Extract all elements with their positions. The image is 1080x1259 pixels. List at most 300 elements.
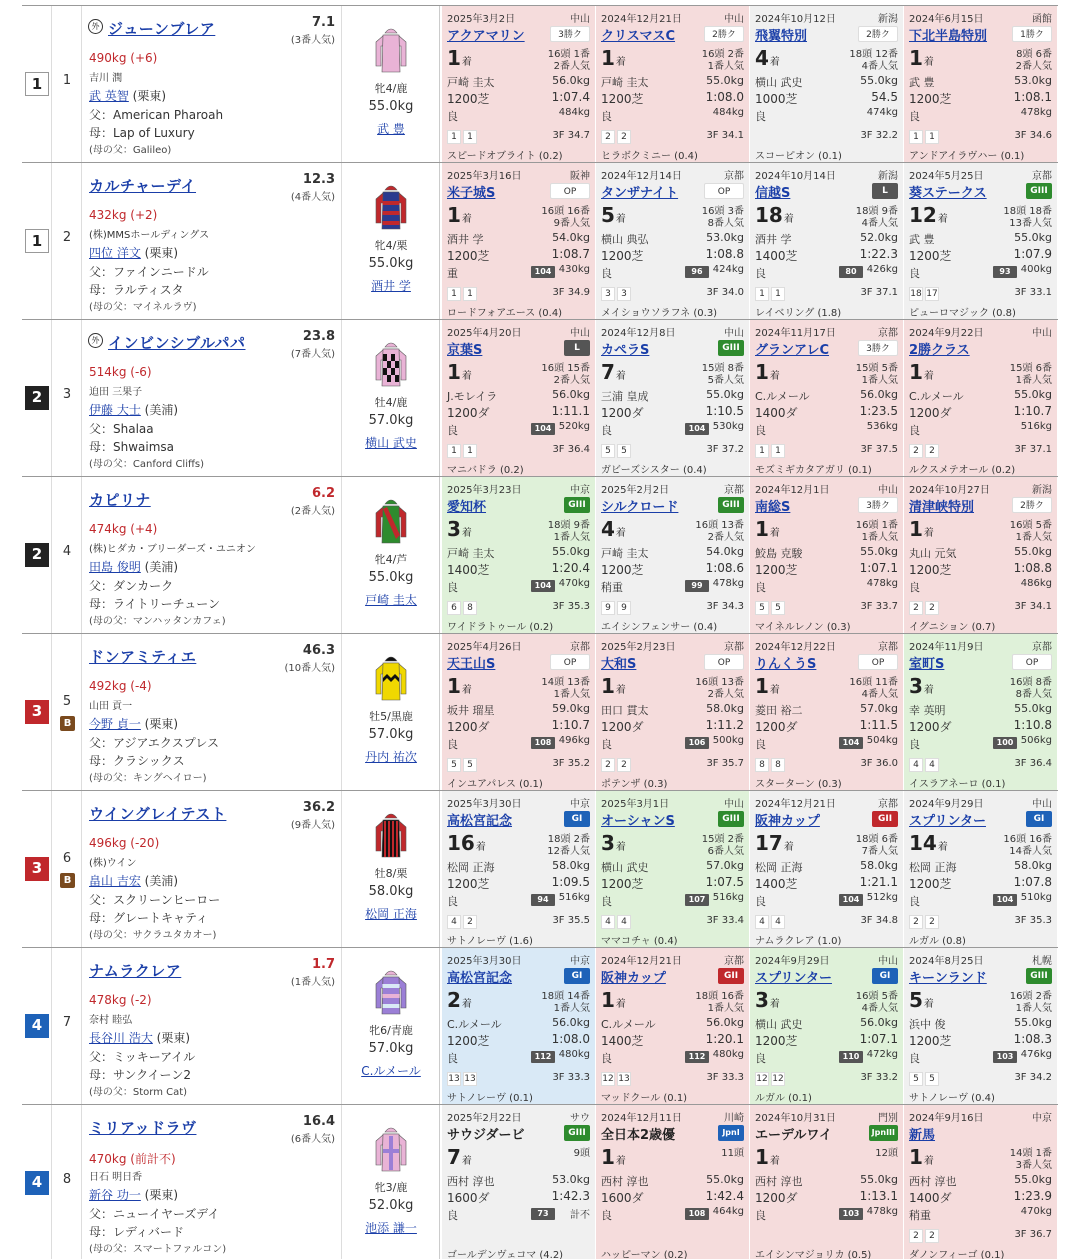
track-condition: 良 xyxy=(909,895,920,908)
jockey-cell xyxy=(342,634,440,790)
race-date: 2024年12月21日 xyxy=(601,956,682,967)
race-jockey: 武 豊 xyxy=(909,76,935,89)
passing-position: 2 xyxy=(909,915,923,929)
past-race-cell[interactable] xyxy=(442,477,596,633)
race-course: 川崎 xyxy=(724,1113,744,1124)
race-name-link[interactable]: 南総S xyxy=(755,500,791,515)
passing-order xyxy=(601,600,633,615)
trainer-link[interactable]: 今野 貞一 xyxy=(89,717,141,731)
owner: 山田 貢一 xyxy=(89,701,133,712)
finish-position xyxy=(447,203,472,227)
race-time: 1:10.8 xyxy=(1013,718,1052,732)
race-horse-weight: 464kg xyxy=(712,1206,744,1217)
horse-name-link[interactable]: カピリナ xyxy=(89,491,151,509)
past-race-cell[interactable] xyxy=(596,1105,750,1259)
race-jockey: 坂井 瑠星 xyxy=(447,704,495,717)
race-distance: 1200芝 xyxy=(601,877,644,891)
race-carried-weight: 53.0kg xyxy=(706,231,744,244)
carried-weight: 52.0kg xyxy=(368,1198,414,1213)
past-race-cell[interactable] xyxy=(904,163,1058,319)
race-name-link[interactable]: 新馬 xyxy=(909,1128,936,1143)
passing-position: 2 xyxy=(925,444,939,458)
race-name-link[interactable]: 下北半島特別 xyxy=(909,29,988,44)
race-time: 1:10.7 xyxy=(551,718,590,732)
owner: (株)ウイン xyxy=(89,858,137,869)
winner-margin: ナムラクレア (1.0) xyxy=(755,936,842,947)
passing-position: 5 xyxy=(447,758,461,772)
race-jockey: 戸崎 圭太 xyxy=(447,547,495,560)
race-distance: 1200芝 xyxy=(909,1034,952,1048)
past-race-cell[interactable] xyxy=(596,948,750,1104)
race-name-link[interactable]: 高松宮記念 xyxy=(447,814,513,829)
speed-index: 93 xyxy=(993,266,1017,278)
waku-number: 4 xyxy=(25,1171,49,1195)
race-date: 2024年12月14日 xyxy=(601,171,682,182)
race-name-link[interactable]: 2勝クラス xyxy=(909,343,970,358)
winner-margin: ポテンザ (0.3) xyxy=(601,779,668,790)
jockey-cell xyxy=(342,6,440,162)
finish-suffix: 着 xyxy=(461,528,472,539)
race-popularity: 3番人気 xyxy=(1015,1160,1052,1171)
horse-weight: 496kg (-20) xyxy=(89,836,160,850)
race-date: 2025年3月1日 xyxy=(601,799,670,810)
race-time: 1:21.1 xyxy=(859,875,898,889)
umaban-cell xyxy=(52,320,82,476)
race-popularity: 2番人気 xyxy=(707,532,744,543)
race-name-link[interactable]: 米子城S xyxy=(447,186,496,201)
race-jockey: 松岡 正海 xyxy=(909,861,957,874)
track-condition: 良 xyxy=(601,1209,612,1222)
finish-suffix: 着 xyxy=(615,371,626,382)
race-date: 2025年2月23日 xyxy=(601,642,676,653)
race-name-link[interactable]: 清津峡特別 xyxy=(909,500,975,515)
carried-weight: 57.0kg xyxy=(368,413,414,428)
race-distance: 1200芝 xyxy=(755,563,798,577)
past-race-cell[interactable] xyxy=(596,320,750,476)
stable-location: (美浦) xyxy=(140,874,179,888)
finish-suffix: 着 xyxy=(923,999,934,1010)
jockey-silk-icon xyxy=(372,338,410,388)
trainer-link[interactable]: 武 英智 xyxy=(89,89,129,103)
passing-order xyxy=(601,443,633,458)
past-race-cell[interactable] xyxy=(750,477,904,633)
race-popularity: 13番人気 xyxy=(1009,218,1052,229)
race-carried-weight: 55.0kg xyxy=(860,1173,898,1186)
last-3f: 3F 34.0 xyxy=(706,287,744,298)
finish-position xyxy=(909,203,948,227)
jockey-silk-icon xyxy=(372,1123,410,1173)
field-size: 18頭 18番 xyxy=(1003,206,1052,217)
field-size: 16頭 3番 xyxy=(701,206,744,217)
speed-index: 106 xyxy=(685,737,709,749)
race-horse-weight: 516kg xyxy=(712,892,744,903)
race-horse-weight: 484kg xyxy=(558,107,590,118)
race-name-link[interactable]: タンザナイト xyxy=(601,186,679,201)
passing-position: 18 xyxy=(910,289,922,299)
carried-weight: 57.0kg xyxy=(368,1041,414,1056)
race-course: 京都 xyxy=(570,642,590,653)
passing-position: 17 xyxy=(926,289,938,299)
race-jockey: J.モレイラ xyxy=(447,390,498,403)
past-race-cell[interactable] xyxy=(442,634,596,790)
popularity: (1番人気) xyxy=(290,977,335,988)
horse-name-link[interactable]: インビンシブルパパ xyxy=(108,334,246,352)
race-time: 1:08.0 xyxy=(551,1032,590,1046)
finish-suffix: 着 xyxy=(461,214,472,225)
jockey-link[interactable]: 丹内 祐次 xyxy=(365,750,417,764)
past-race-cell[interactable] xyxy=(442,948,596,1104)
race-carried-weight: 56.0kg xyxy=(552,1016,590,1029)
past-race-cell[interactable] xyxy=(596,477,750,633)
grade-badge: 3勝ク xyxy=(858,340,898,356)
race-date: 2024年11月9日 xyxy=(909,642,984,653)
race-name-link[interactable]: 天王山S xyxy=(447,657,496,672)
race-name-link[interactable]: カペラS xyxy=(601,343,650,358)
horse-name-link[interactable]: ナムラクレア xyxy=(89,962,182,980)
jockey-cell xyxy=(342,1105,440,1259)
field-size: 18頭 9番 xyxy=(547,520,590,531)
race-name-link[interactable]: シルクロード xyxy=(601,500,679,515)
race-course: 京都 xyxy=(724,642,744,653)
umaban-cell xyxy=(52,163,82,319)
horse-name-link[interactable]: ミリアッドラヴ xyxy=(89,1119,197,1137)
winner-margin: エイシンマジョリカ (0.5) xyxy=(755,1250,872,1259)
jockey-link[interactable]: 松岡 正海 xyxy=(365,907,417,921)
grade-badge: L xyxy=(564,340,590,356)
broodmare-sire: (母の父：サクラユタカオー) xyxy=(89,930,217,941)
broodmare-sire: (母の父：Storm Cat) xyxy=(89,1087,188,1098)
race-course: サウ xyxy=(570,1113,590,1124)
last-3f: 3F 37.1 xyxy=(860,287,898,298)
track-condition: 良 xyxy=(755,110,766,123)
finish-position xyxy=(447,988,472,1012)
race-carried-weight: 58.0kg xyxy=(552,859,590,872)
carried-weight: 55.0kg xyxy=(368,570,414,585)
finish-position xyxy=(601,831,626,855)
passing-position: 2 xyxy=(909,601,923,615)
race-name-link[interactable]: 飛翼特別 xyxy=(755,29,808,44)
race-time: 1:08.8 xyxy=(705,247,744,261)
track-condition: 良 xyxy=(601,110,612,123)
passing-order xyxy=(909,1228,941,1243)
last-3f: 3F 36.4 xyxy=(1014,758,1052,769)
last-3f: 3F 34.6 xyxy=(1014,130,1052,141)
field-size: 18頭 2番 xyxy=(547,834,590,845)
sex-age-color: 牡4/鹿 xyxy=(374,396,408,409)
jockey-link[interactable]: 戸崎 圭太 xyxy=(365,593,417,607)
race-carried-weight: 56.0kg xyxy=(706,1016,744,1029)
race-date: 2025年3月30日 xyxy=(447,799,522,810)
field-size: 16頭 13番 xyxy=(695,677,744,688)
speed-index: 104 xyxy=(531,580,555,592)
grade-badge: L xyxy=(872,183,898,199)
race-popularity: 1番人気 xyxy=(707,1003,744,1014)
race-course: 函館 xyxy=(1032,14,1052,25)
past-race-cell[interactable] xyxy=(904,634,1058,790)
passing-position: 13 xyxy=(618,1074,630,1084)
sex-age-color: 牝3/鹿 xyxy=(374,1181,408,1194)
horse-name-link[interactable]: ジューンブレア xyxy=(108,20,216,38)
field-size: 16頭 2番 xyxy=(701,49,744,60)
race-name-link[interactable]: スプリンター xyxy=(755,971,832,986)
trainer xyxy=(89,872,178,889)
race-name-link[interactable]: グランアレC xyxy=(755,343,830,358)
passing-position: 2 xyxy=(601,758,615,772)
track-condition: 良 xyxy=(755,1052,766,1065)
dam: 母：クラシックス xyxy=(89,754,185,768)
passing-position: 2 xyxy=(925,601,939,615)
finish-position xyxy=(601,988,626,1012)
race-time: 1:11.1 xyxy=(551,404,590,418)
horse-weight: 432kg (+2) xyxy=(89,208,158,222)
jockey-link[interactable]: 池添 謙一 xyxy=(365,1221,417,1235)
popularity: (9番人気) xyxy=(290,820,335,831)
race-name-link[interactable]: 信越S xyxy=(755,186,791,201)
horse-info xyxy=(82,634,342,790)
past-race-cell[interactable] xyxy=(596,163,750,319)
grade-badge: 2勝ク xyxy=(704,26,744,42)
past-race-cell[interactable] xyxy=(904,477,1058,633)
race-name-link[interactable]: アクアマリン xyxy=(447,29,525,44)
track-condition: 良 xyxy=(447,424,458,437)
past-race-cell[interactable] xyxy=(442,791,596,947)
speed-index: 112 xyxy=(685,1051,709,1063)
jockey-link[interactable]: 酒井 学 xyxy=(371,279,411,293)
finish-rank: 5 xyxy=(601,203,615,227)
past-race-cell[interactable] xyxy=(904,791,1058,947)
finish-position xyxy=(755,46,780,70)
race-course: 中山 xyxy=(1032,799,1052,810)
broodmare-sire: (母の父：キングヘイロー) xyxy=(89,773,207,784)
last-3f: 3F 34.7 xyxy=(552,130,590,141)
finish-suffix: 着 xyxy=(769,371,780,382)
waku-number: 1 xyxy=(25,72,49,96)
passing-position: 1 xyxy=(755,287,769,301)
race-time: 1:09.5 xyxy=(551,875,590,889)
passing-order xyxy=(447,914,479,929)
grade-badge: GIII xyxy=(718,497,744,513)
passing-position: 1 xyxy=(909,130,923,144)
past-race-cell[interactable] xyxy=(904,320,1058,476)
win-odds: 23.8 xyxy=(302,329,335,344)
horse-name-link[interactable]: ウイングレイテスト xyxy=(89,805,227,823)
race-date: 2024年5月25日 xyxy=(909,171,984,182)
broodmare-sire: (母の父：Canford Cliffs) xyxy=(89,459,204,470)
race-name-link[interactable]: 阪神カップ xyxy=(601,971,666,986)
race-time: 1:08.1 xyxy=(1013,90,1052,104)
trainer-link[interactable]: 新谷 功一 xyxy=(89,1188,141,1202)
race-popularity: 2番人気 xyxy=(553,61,590,72)
past-race-cell[interactable] xyxy=(442,320,596,476)
sex-age-color: 牝4/鹿 xyxy=(374,82,408,95)
last-3f: 3F 35.2 xyxy=(552,758,590,769)
finish-position xyxy=(755,360,780,384)
race-course: 中京 xyxy=(570,485,590,496)
last-3f: 3F 35.3 xyxy=(1014,915,1052,926)
race-name-link[interactable]: 大和S xyxy=(601,657,637,672)
field-size: 16頭 15番 xyxy=(541,363,590,374)
past-race-cell[interactable] xyxy=(750,948,904,1104)
popularity: (10番人気) xyxy=(284,663,335,674)
umaban: 5 xyxy=(62,694,72,709)
last-3f: 3F 36.7 xyxy=(1014,1229,1052,1240)
stable-location: (栗東) xyxy=(128,89,167,103)
race-name-link[interactable]: キーンランド xyxy=(909,971,987,986)
winner-margin: サトノレーヴ (1.6) xyxy=(447,936,533,947)
track-condition: 良 xyxy=(909,581,920,594)
horse-name-link[interactable]: ドンアミティエ xyxy=(89,648,197,666)
passing-order xyxy=(909,757,941,772)
race-popularity: 1番人気 xyxy=(553,1003,590,1014)
race-horse-weight: 478kg xyxy=(712,578,744,589)
track-condition: 良 xyxy=(601,895,612,908)
trainer-link[interactable]: 田島 俊明 xyxy=(89,560,141,574)
waku-number: 1 xyxy=(25,229,49,253)
race-distance: 1200芝 xyxy=(447,1034,490,1048)
race-name-link[interactable]: 愛知杯 xyxy=(447,500,487,515)
finish-suffix: 着 xyxy=(769,528,780,539)
grade-badge: GI xyxy=(872,968,898,984)
past-race-cell[interactable] xyxy=(750,634,904,790)
race-name-link[interactable]: 阪神カップ xyxy=(755,814,820,829)
passing-position: 4 xyxy=(617,915,631,929)
past-race-cell[interactable] xyxy=(904,6,1058,162)
sex-age-color: 牡5/黒鹿 xyxy=(369,710,413,723)
finish-position xyxy=(755,203,794,227)
finish-rank: 1 xyxy=(755,517,769,541)
race-date: 2024年12月21日 xyxy=(601,14,682,25)
waku-cell xyxy=(22,948,52,1104)
finish-suffix: 着 xyxy=(923,685,934,696)
past-race-cell[interactable] xyxy=(904,1105,1058,1259)
finish-position xyxy=(601,46,626,70)
umaban: 6 xyxy=(62,851,72,866)
jockey-silk-icon xyxy=(372,24,410,74)
past-race-cell[interactable] xyxy=(596,791,750,947)
race-jockey: 横山 武史 xyxy=(755,76,803,89)
winner-margin: イグニション (0.7) xyxy=(909,622,996,633)
jockey-cell xyxy=(342,163,440,319)
race-course: 京都 xyxy=(1032,642,1052,653)
race-time: 1:13.1 xyxy=(859,1189,898,1203)
finish-rank: 4 xyxy=(755,46,769,70)
race-time: 1:20.4 xyxy=(551,561,590,575)
race-name-link[interactable]: 高松宮記念 xyxy=(447,971,513,986)
race-popularity: 2番人気 xyxy=(707,689,744,700)
track-condition: 良 xyxy=(909,424,920,437)
race-jockey: 横山 武史 xyxy=(755,1018,803,1031)
race-time: 1:22.3 xyxy=(859,247,898,261)
finish-position xyxy=(909,517,934,541)
trainer-link[interactable]: 四位 洋文 xyxy=(89,246,141,260)
track-condition: 良 xyxy=(909,738,920,751)
finish-rank: 1 xyxy=(909,46,923,70)
passing-position: 6 xyxy=(447,601,461,615)
race-horse-weight: 504kg xyxy=(866,735,898,746)
past-race-cell[interactable] xyxy=(750,163,904,319)
jockey-link[interactable]: 武 豊 xyxy=(377,122,405,136)
passing-position: 12 xyxy=(602,1074,614,1084)
passing-order xyxy=(755,757,787,772)
finish-suffix: 着 xyxy=(937,214,948,225)
past-race-cell[interactable] xyxy=(904,948,1058,1104)
finish-rank: 1 xyxy=(601,988,615,1012)
trainer-link[interactable]: 長谷川 浩大 xyxy=(89,1031,153,1045)
race-time: 1:08.0 xyxy=(705,90,744,104)
jockey-link[interactable]: 横山 武史 xyxy=(365,436,417,450)
race-date: 2024年10月31日 xyxy=(755,1113,836,1124)
race-name-link[interactable]: りんくうS xyxy=(755,657,817,672)
race-name-link[interactable]: 京葉S xyxy=(447,343,483,358)
past-race-cell[interactable] xyxy=(750,791,904,947)
passing-position: 8 xyxy=(463,601,477,615)
race-jockey: 三浦 皇成 xyxy=(601,390,649,403)
race-carried-weight: 57.0kg xyxy=(860,702,898,715)
past-race-cell[interactable] xyxy=(596,634,750,790)
past-race-cell[interactable] xyxy=(442,6,596,162)
finish-position xyxy=(755,988,780,1012)
past-race-cell[interactable] xyxy=(442,163,596,319)
race-carried-weight: 54.0kg xyxy=(552,231,590,244)
popularity: (4番人気) xyxy=(290,192,335,203)
passing-position: 5 xyxy=(601,444,615,458)
race-name-link[interactable]: 葵ステークス xyxy=(909,186,987,201)
past-race-cell[interactable] xyxy=(750,320,904,476)
passing-order xyxy=(909,914,941,929)
race-carried-weight: 55.0kg xyxy=(552,545,590,558)
speed-index: 112 xyxy=(531,1051,555,1063)
sire: 父：Shalaa xyxy=(89,422,154,436)
jockey-link[interactable]: C.ルメール xyxy=(361,1064,421,1078)
race-distance: 1400芝 xyxy=(755,877,798,891)
finish-rank: 1 xyxy=(755,360,769,384)
finish-position xyxy=(601,360,626,384)
race-date: 2024年9月22日 xyxy=(909,328,984,339)
trainer-link[interactable]: 伊藤 大士 xyxy=(89,403,141,417)
horse-row xyxy=(22,162,1058,319)
past-race-cell[interactable] xyxy=(750,6,904,162)
owner: 日石 明日香 xyxy=(89,1172,143,1183)
race-jockey: 西村 淳也 xyxy=(447,1175,495,1188)
past-race-cell[interactable] xyxy=(442,1105,596,1259)
past-race-cell[interactable] xyxy=(750,1105,904,1259)
passing-position: 2 xyxy=(925,915,939,929)
field-size: 18頭 14番 xyxy=(541,991,590,1002)
race-name-link[interactable]: クリスマスC xyxy=(601,29,676,44)
race-name-link[interactable]: スプリンター xyxy=(909,814,986,829)
waku-number: 3 xyxy=(25,857,49,881)
passing-position: 12 xyxy=(772,1074,784,1084)
finish-suffix: 着 xyxy=(461,1156,472,1167)
race-name-link[interactable]: 室町S xyxy=(909,657,945,672)
horse-name-link[interactable]: カルチャーデイ xyxy=(89,177,197,195)
race-name-link[interactable]: オーシャンS xyxy=(601,814,675,829)
race-course: 阪神 xyxy=(570,171,590,182)
race-jockey: C.ルメール xyxy=(755,390,810,403)
field-size: 18頭 9番 xyxy=(855,206,898,217)
race-jockey: C.ルメール xyxy=(447,1018,502,1031)
race-popularity: 7番人気 xyxy=(861,846,898,857)
finish-rank: 4 xyxy=(601,517,615,541)
trainer xyxy=(89,87,166,104)
trainer-link[interactable]: 畠山 吉宏 xyxy=(89,874,141,888)
race-date: 2025年2月22日 xyxy=(447,1113,522,1124)
waku-number: 2 xyxy=(25,386,49,410)
race-course: 京都 xyxy=(724,485,744,496)
past-race-cell[interactable] xyxy=(596,6,750,162)
horse-row xyxy=(22,947,1058,1104)
owner: 吉川 潤 xyxy=(89,73,123,84)
